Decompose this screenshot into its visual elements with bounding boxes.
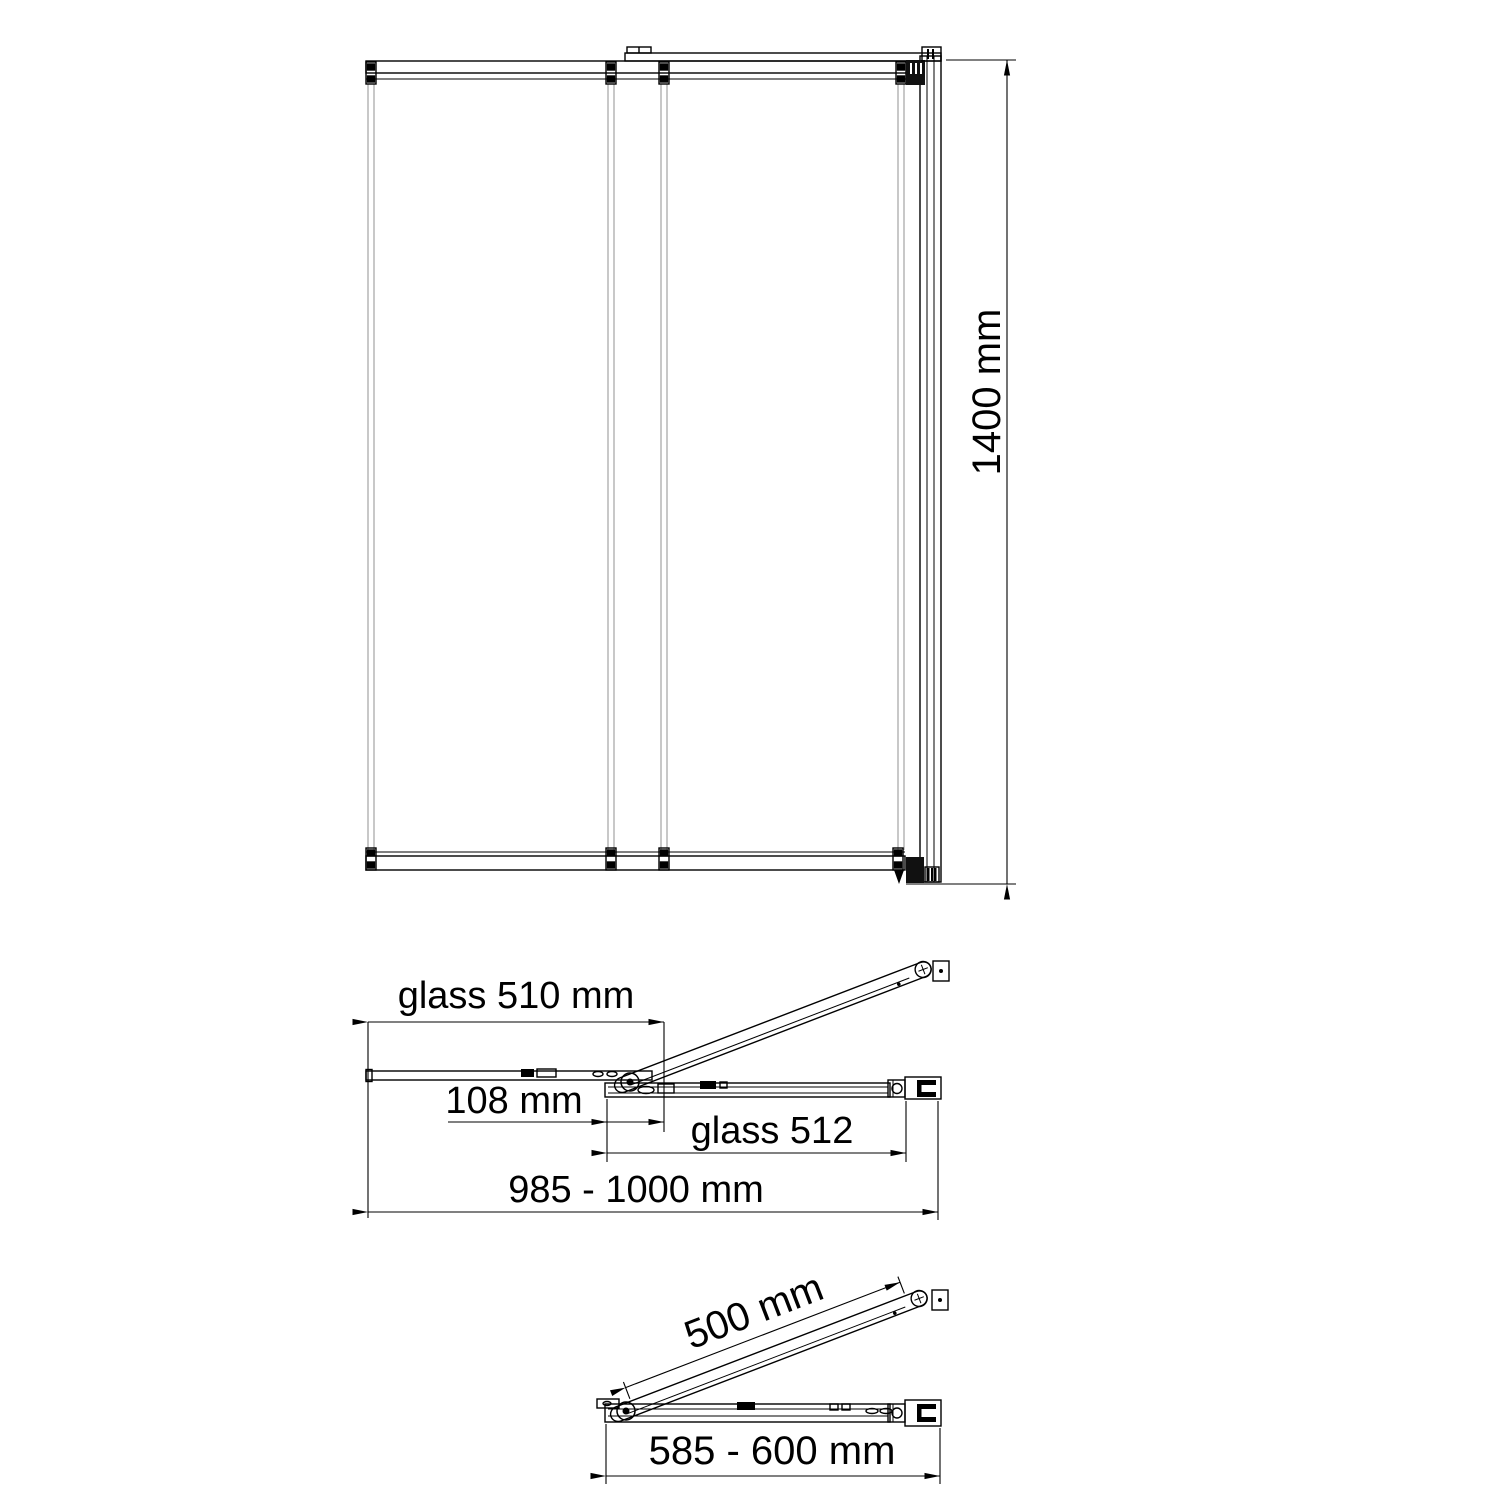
- height-dimension: [906, 60, 1016, 884]
- door-panel-folded: [586, 1231, 929, 1424]
- bracket-bottom-right: [893, 848, 903, 870]
- bracket-bottom-left: [366, 848, 376, 870]
- fixed-panel-top-bar: [625, 47, 941, 61]
- hinge-offset-dim-label: 108 mm: [445, 1080, 583, 1122]
- dim-door-panel: [609, 1238, 905, 1398]
- folding-glass-dim-label: glass 510 mm: [397, 975, 635, 1017]
- wall-profile-front: [920, 56, 941, 882]
- door-panel-open: [612, 959, 933, 1095]
- frame-bottom-arrow: [894, 870, 904, 884]
- bracket-bottom-mid2: [659, 848, 669, 870]
- total-width-dim-label: 985 - 1000 mm: [508, 1169, 764, 1211]
- bottom-rail: [366, 852, 905, 870]
- fixed-panel-strip-2: [597, 1399, 892, 1422]
- door-wall-bracket-open: [933, 961, 949, 981]
- fixed-glass-dim-label: glass 512: [690, 1110, 854, 1152]
- plan-view-open: [366, 959, 949, 1220]
- door-wall-bracket-folded: [932, 1290, 948, 1310]
- glass-edge-lines: [368, 84, 904, 850]
- height-dimension-label: 1400 mm: [965, 308, 1009, 476]
- fixed-width-dim-label: 585 - 600 mm: [648, 1429, 896, 1473]
- corner-brackets: [366, 62, 906, 870]
- door-panel-dim-label: 500 mm: [678, 1265, 830, 1359]
- dim-fixed-width: [606, 1424, 940, 1484]
- plan-view-folded: [586, 1231, 948, 1484]
- front-elevation-view: [366, 47, 1016, 884]
- top-rail: [366, 61, 922, 79]
- dim-fixed-glass: [607, 1101, 906, 1162]
- bottom-right-hinge-hardware: [894, 857, 939, 884]
- dim-hinge-offset: [445, 1080, 664, 1162]
- wall-profile-plan-open: [888, 1077, 941, 1099]
- wall-profile-plan-folded: [888, 1400, 941, 1426]
- bracket-bottom-mid1: [606, 848, 616, 870]
